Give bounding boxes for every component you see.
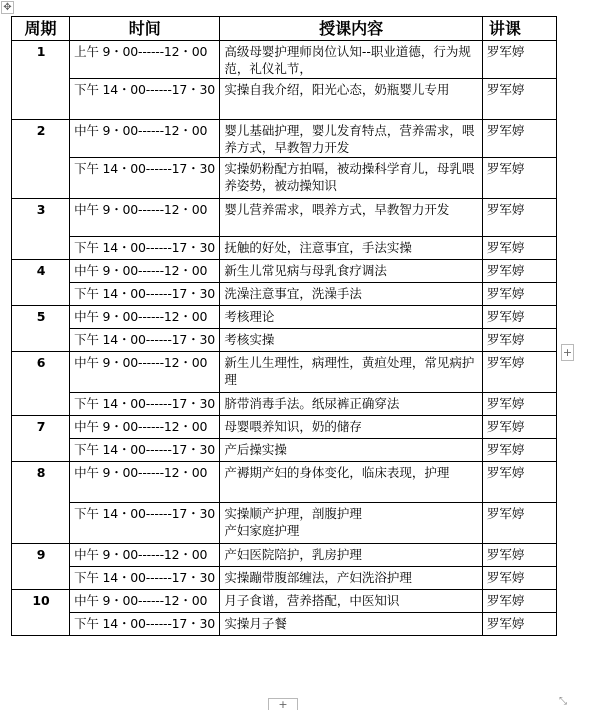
afternoon-content: 实操奶粉配方拍嗝，被动操科学育儿，母乳喂养姿势，被动操知识 (220, 158, 482, 199)
morning-time: 中午 9・00------12・00 (70, 199, 220, 237)
morning-time: 中午 9・00------12・00 (70, 352, 220, 393)
header-time: 时间 (70, 17, 220, 41)
period-number: 10 (12, 590, 70, 636)
afternoon-content: 产后操实操 (220, 439, 482, 462)
table-row (12, 352, 557, 393)
table-row (12, 158, 557, 199)
table-row (12, 79, 557, 120)
add-column-plus-icon[interactable]: + (562, 346, 573, 359)
table-resize-grip-icon[interactable]: ⤡ (559, 696, 567, 707)
table-move-handle-icon[interactable]: ✥ (1, 1, 14, 14)
table-row (12, 329, 557, 352)
afternoon-content: 脐带消毒手法。纸尿裤正确穿法 (220, 393, 482, 416)
header-teacher: 讲课 (482, 17, 556, 41)
period-number: 8 (12, 462, 70, 544)
morning-teacher: 罗军婷 (482, 199, 556, 237)
afternoon-time: 下午 14・00------17・30 (70, 503, 220, 544)
afternoon-time: 下午 14・00------17・30 (70, 158, 220, 199)
afternoon-time: 下午 14・00------17・30 (70, 613, 220, 636)
table-row (12, 306, 557, 329)
morning-time: 中午 9・00------12・00 (70, 544, 220, 567)
morning-content: 新生儿常见病与母乳食疗调法 (220, 260, 482, 283)
table-row (12, 503, 557, 544)
morning-content: 婴儿基础护理，婴儿发育特点，营养需求，喂养方式，早教智力开发 (220, 120, 482, 158)
period-number: 3 (12, 199, 70, 260)
header-content: 授课内容 (220, 17, 482, 41)
morning-teacher: 罗军婷 (482, 590, 556, 613)
table-row (12, 199, 557, 237)
header-period: 周期 (12, 17, 70, 41)
afternoon-content: 洗澡注意事宜，洗澡手法 (220, 283, 482, 306)
table-row (12, 283, 557, 306)
morning-content: 产妇医院陪护，乳房护理 (220, 544, 482, 567)
afternoon-teacher: 罗军婷 (482, 79, 556, 120)
morning-content: 月子食谱，营养搭配，中医知识 (220, 590, 482, 613)
morning-content: 考核理论 (220, 306, 482, 329)
afternoon-content: 实操自我介绍，阳光心态，奶瓶婴儿专用 (220, 79, 482, 120)
afternoon-content: 实操月子餐 (220, 613, 482, 636)
afternoon-content: 考核实操 (220, 329, 482, 352)
period-number: 9 (12, 544, 70, 590)
table-row (12, 439, 557, 462)
afternoon-teacher: 罗军婷 (482, 503, 556, 544)
afternoon-time: 下午 14・00------17・30 (70, 439, 220, 462)
afternoon-teacher: 罗军婷 (482, 393, 556, 416)
afternoon-time: 下午 14・00------17・30 (70, 393, 220, 416)
afternoon-teacher: 罗军婷 (482, 329, 556, 352)
morning-time: 上午 9・00------12・00 (70, 41, 220, 79)
afternoon-time: 下午 14・00------17・30 (70, 283, 220, 306)
afternoon-teacher: 罗军婷 (482, 439, 556, 462)
morning-teacher: 罗军婷 (482, 352, 556, 393)
afternoon-time: 下午 14・00------17・30 (70, 237, 220, 260)
morning-content: 新生儿生理性，病理性，黄疸处理，常见病护理 (220, 352, 482, 393)
table-row (12, 260, 557, 283)
morning-content: 婴儿营养需求，喂养方式，早教智力开发 (220, 199, 482, 237)
afternoon-teacher: 罗军婷 (482, 158, 556, 199)
period-number: 2 (12, 120, 70, 199)
morning-time: 中午 9・00------12・00 (70, 306, 220, 329)
course-schedule-table (11, 16, 557, 636)
morning-teacher: 罗军婷 (482, 41, 556, 79)
morning-time: 中午 9・00------12・00 (70, 590, 220, 613)
afternoon-content: 实操蹦带腹部缠法，产妇洗浴护理 (220, 567, 482, 590)
afternoon-teacher: 罗军婷 (482, 613, 556, 636)
morning-teacher: 罗军婷 (482, 120, 556, 158)
table-row (12, 567, 557, 590)
morning-content: 母婴喂养知识，奶的储存 (220, 416, 482, 439)
afternoon-time: 下午 14・00------17・30 (70, 79, 220, 120)
table-row (12, 590, 557, 613)
afternoon-teacher: 罗军婷 (482, 237, 556, 260)
morning-time: 中午 9・00------12・00 (70, 462, 220, 503)
table-header-row (12, 17, 557, 41)
table-row (12, 41, 557, 79)
period-number: 6 (12, 352, 70, 416)
afternoon-time: 下午 14・00------17・30 (70, 329, 220, 352)
morning-teacher: 罗军婷 (482, 260, 556, 283)
afternoon-time: 下午 14・00------17・30 (70, 567, 220, 590)
period-number: 5 (12, 306, 70, 352)
morning-content: 产褥期产妇的身体变化，临床表现，护理 (220, 462, 482, 503)
table-body (12, 41, 557, 636)
morning-teacher: 罗军婷 (482, 544, 556, 567)
table-row (12, 613, 557, 636)
table-row (12, 462, 557, 503)
table-row (12, 237, 557, 260)
afternoon-content: 实操顺产护理，剖腹护理 产妇家庭护理 (220, 503, 482, 544)
morning-content: 高级母婴护理师岗位认知--职业道德，行为规范，礼仪礼节， (220, 41, 482, 79)
morning-time: 中午 9・00------12・00 (70, 120, 220, 158)
table-row (12, 120, 557, 158)
morning-time: 中午 9・00------12・00 (70, 416, 220, 439)
table-row (12, 544, 557, 567)
afternoon-teacher: 罗军婷 (482, 567, 556, 590)
morning-teacher: 罗军婷 (482, 462, 556, 503)
table-row (12, 416, 557, 439)
period-number: 7 (12, 416, 70, 462)
afternoon-content: 抚触的好处，注意事宜，手法实操 (220, 237, 482, 260)
add-row-plus-icon[interactable]: + (268, 698, 298, 710)
period-number: 4 (12, 260, 70, 306)
morning-teacher: 罗军婷 (482, 416, 556, 439)
period-number: 1 (12, 41, 70, 120)
morning-time: 中午 9・00------12・00 (70, 260, 220, 283)
morning-teacher: 罗军婷 (482, 306, 556, 329)
table-row (12, 393, 557, 416)
afternoon-teacher: 罗军婷 (482, 283, 556, 306)
